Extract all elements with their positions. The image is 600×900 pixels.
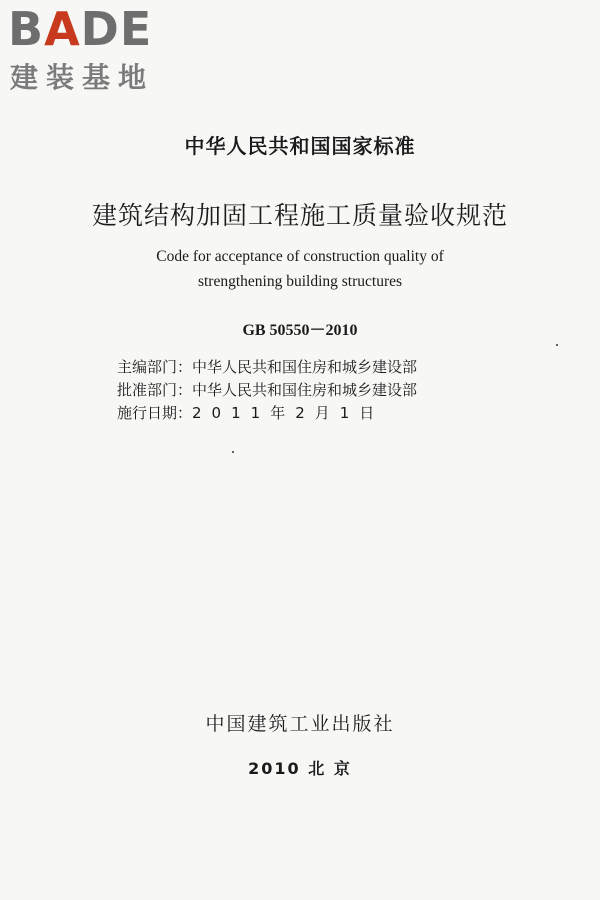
logo-wordmark (8, 4, 152, 54)
logo-letters-de: DE (80, 2, 153, 56)
title-chinese: 建筑结构加固工程施工质量验收规范 (91, 201, 508, 230)
logo-tagline: 建装基地 (10, 61, 155, 94)
meta-approval (117, 379, 417, 402)
logo-letter-a: A (44, 2, 81, 56)
meta-effective-date (117, 402, 417, 425)
meta-effective-value: 2011年2月1日 (192, 404, 385, 422)
meta-approval-label: 批准部门： (117, 381, 193, 399)
meta-chief-editor (117, 356, 417, 379)
meta-chief-editor-label: 主编部门： (117, 358, 193, 376)
publisher-name: 中国建筑工业出版社 (205, 713, 395, 735)
meta-chief-editor-value: 中华人民共和国住房和城乡建设部 (192, 358, 418, 376)
logo-letter-b: B (8, 2, 45, 56)
scan-speck (556, 344, 558, 346)
scan-speck (232, 451, 234, 453)
title-english-line2: strengthening building structures (197, 273, 403, 290)
title-english-line1: Code for acceptance of construction quality of (156, 248, 444, 265)
bade-logo (8, 4, 178, 94)
standard-category: 中华人民共和国国家标准 (184, 134, 416, 158)
standard-code: GB 50550－2010 (242, 322, 358, 339)
title-english (0, 244, 600, 294)
document-meta (117, 356, 417, 425)
meta-approval-value: 中华人民共和国住房和城乡建设部 (192, 381, 418, 399)
publication-year-place: 2010 北 京 (248, 759, 352, 778)
meta-effective-label: 施行日期： (117, 404, 193, 422)
